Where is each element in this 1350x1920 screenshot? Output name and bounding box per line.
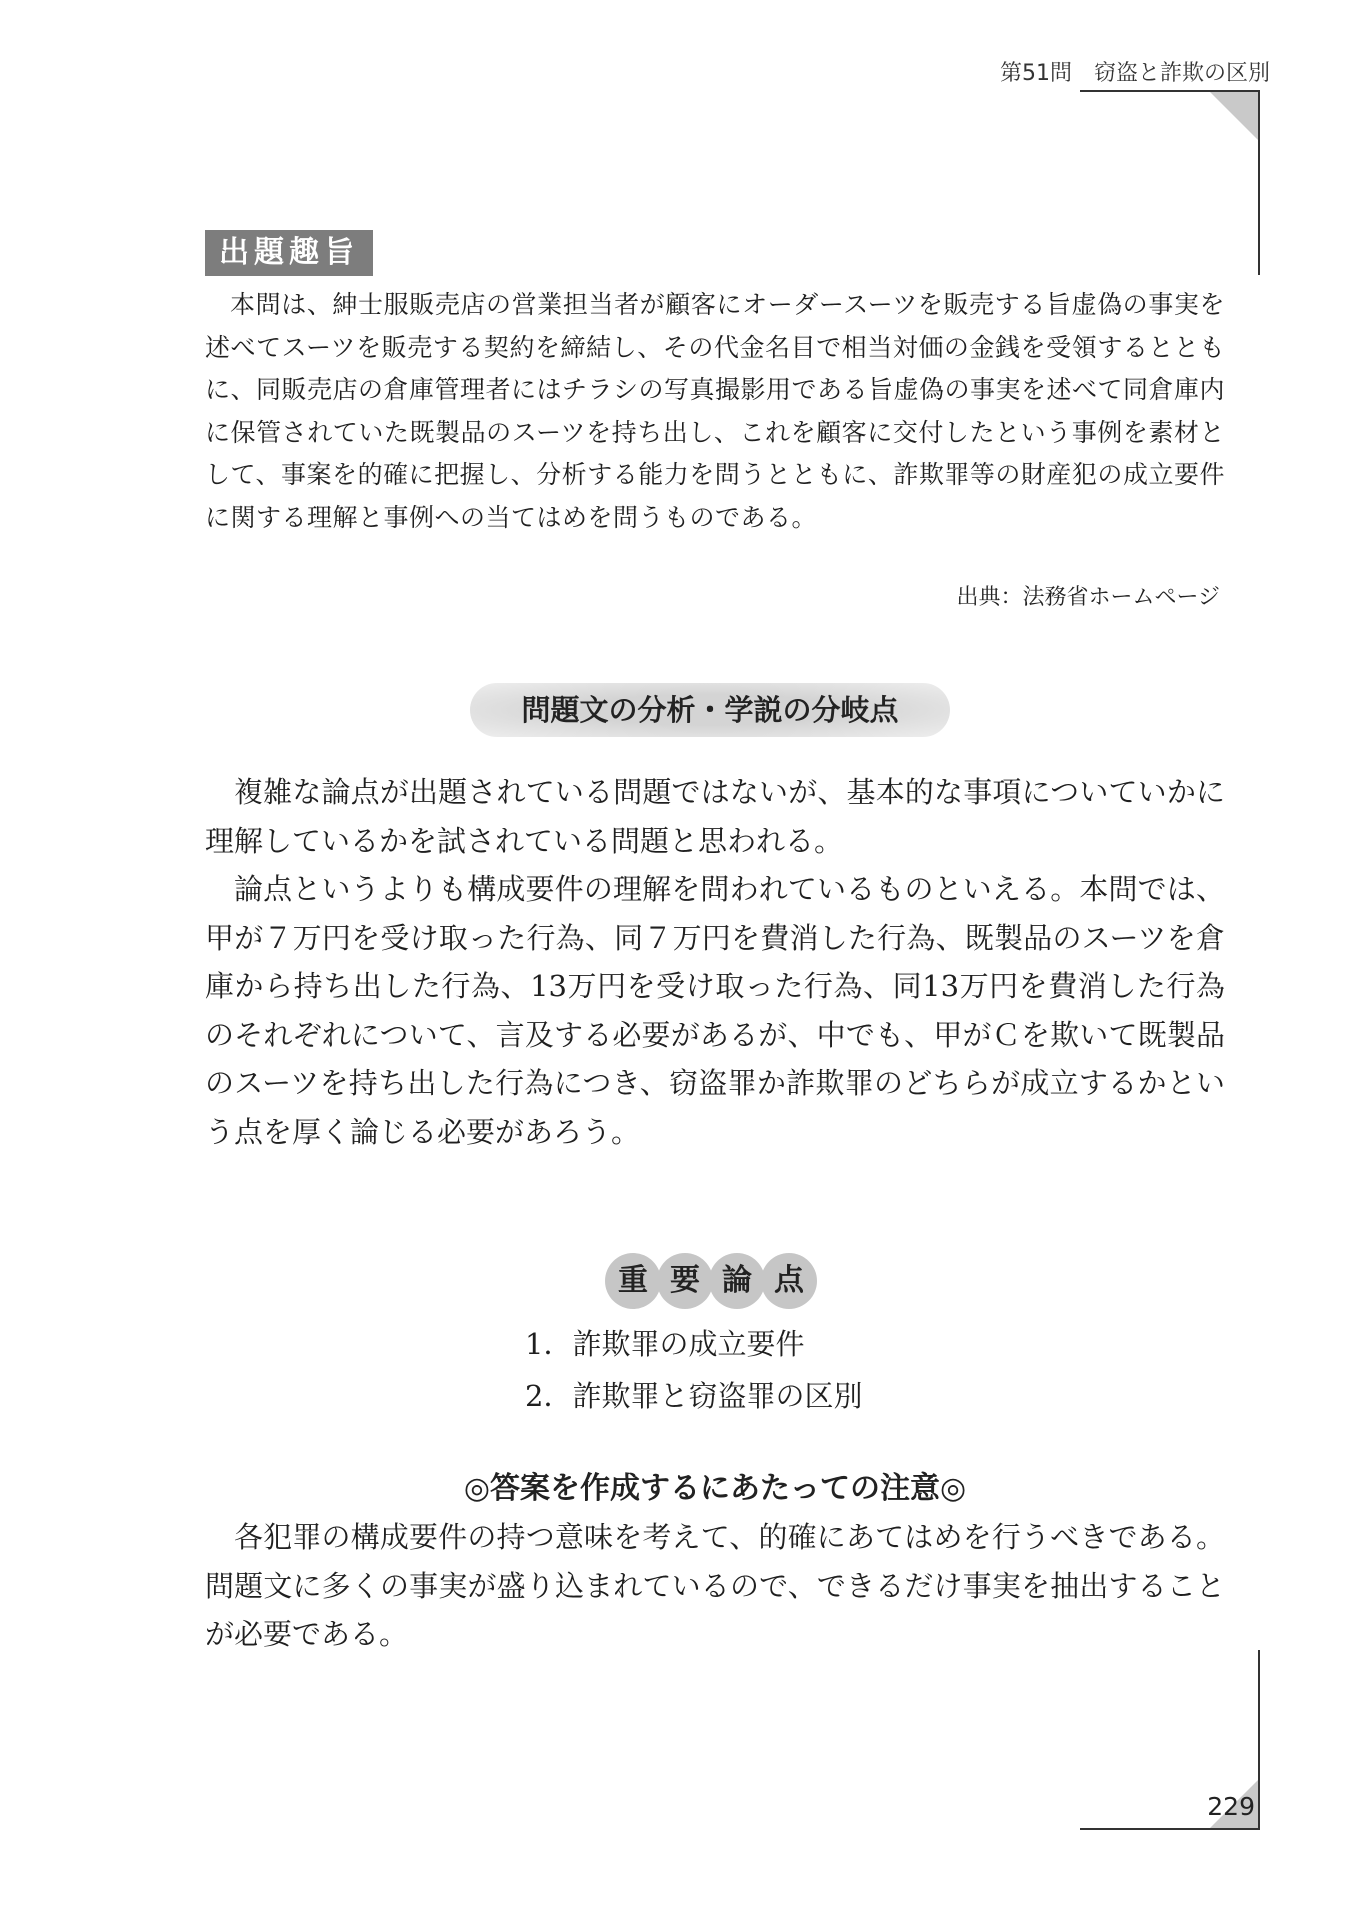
caution-heading: ◎答案を作成するにあたっての注意◎ bbox=[463, 1471, 967, 1506]
header-corner-triangle bbox=[1210, 92, 1258, 140]
source-citation: 出典：法務省ホームページ bbox=[956, 585, 1220, 610]
header-question-number: 第51問 bbox=[999, 61, 1072, 86]
key-points-char-4: 点 bbox=[761, 1253, 817, 1309]
analysis-body bbox=[205, 768, 1225, 1156]
caution-body bbox=[205, 1513, 1225, 1659]
footer-rule-horizontal bbox=[1080, 1828, 1260, 1830]
header-rule-vertical bbox=[1258, 90, 1260, 275]
key-points-char-1: 重 bbox=[605, 1253, 661, 1309]
running-header bbox=[940, 56, 1270, 87]
key-point-item: 1．詐欺罪の成立要件 bbox=[525, 1327, 805, 1361]
analysis-heading: 問題文の分析・学説の分岐点 bbox=[470, 683, 950, 737]
intent-body: 本問は、紳士服販売店の営業担当者が顧客にオーダースーツを販売する旨虚偽の事実を述べてスーツを販売する契約を締結し、その代金名目で相当対価の金銭を受領するとともに、同販売店の倉庫管理者にはチラシの写真撮影用である旨虚偽の事実を述べて同倉庫内に保管されていた既製品のスーツを持ち出し、これを顧客に交付したという事例を素材として、事案を的確に把握し、分析する能力を問うとともに、詐欺罪等の財産犯の成立要件に関する理解と事例への当てはめを問うものである。 bbox=[205, 290, 1226, 532]
page-number: 229 bbox=[1207, 1792, 1255, 1821]
key-points-char-2: 要 bbox=[657, 1253, 713, 1309]
header-title: 窃盗と詐欺の区別 bbox=[1093, 61, 1270, 86]
caution-paragraph: 各犯罪の構成要件の持つ意味を考えて、的確にあてはめを行うべきである。問題文に多くの事実が盛り込まれているので、できるだけ事実を抽出することが必要である。 bbox=[205, 1520, 1225, 1651]
key-points-heading bbox=[605, 1253, 817, 1311]
key-points-list bbox=[525, 1318, 862, 1422]
analysis-paragraph-2: 論点というよりも構成要件の理解を問われているものといえる。本問では、甲が７万円を受け取った行為、同７万円を費消した行為、既製品のスーツを倉庫から持ち出した行為、13万円を受け取った行為、同13万円を費消した行為のそれぞれについて、言及する必要があるが、中でも、甲がＣを欺いて既製品のスーツを持ち出した行為につき、窃盗罪か詐欺罪のどちらが成立するかという点を厚く論じる必要があろう。 bbox=[205, 872, 1225, 1149]
key-point-item: 2．詐欺罪と窃盗罪の区別 bbox=[525, 1379, 863, 1413]
key-points-char-3: 論 bbox=[709, 1253, 765, 1309]
intent-heading: 出題趣旨 bbox=[205, 230, 373, 276]
footer-rule-vertical bbox=[1258, 1650, 1260, 1830]
analysis-paragraph-1: 複雑な論点が出題されている問題ではないが、基本的な事項についていかに理解しているかを試されている問題と思われる。 bbox=[205, 775, 1225, 858]
